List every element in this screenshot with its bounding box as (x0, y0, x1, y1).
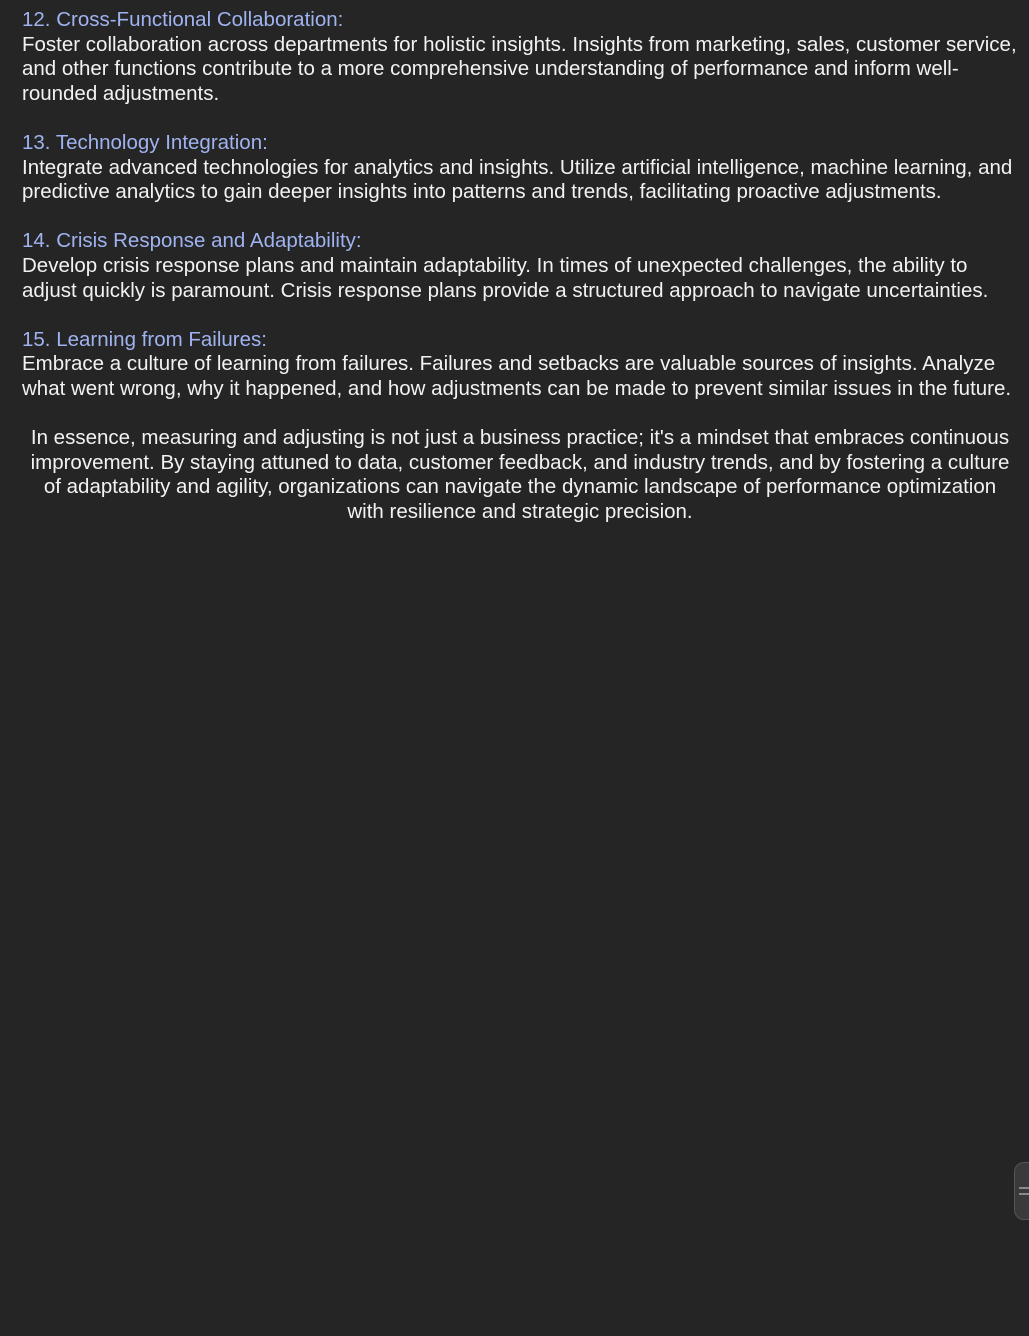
section-cross-functional-collaboration (22, 8, 1018, 106)
section-body: Develop crisis response plans and maintain adaptability. In times of unexpected challenges, the ability to adjust quickly is paramount. Crisis response plans provide a structured approach to navigate uncertainties. (22, 253, 989, 302)
section-technology-integration (22, 131, 1018, 205)
section-body: Integrate advanced technologies for analytics and insights. Utilize artificial intelligence, machine learning, and predictive analytics to gain deeper insights into patterns and trends, facilitating proactive adjustments. (22, 155, 1013, 204)
section-crisis-response (22, 229, 1018, 303)
section-title: 15. Learning from Failures: (22, 327, 267, 351)
section-title: 13. Technology Integration: (22, 130, 268, 154)
section-title: 14. Crisis Response and Adaptability: (22, 229, 362, 253)
section-learning-from-failures (22, 328, 1018, 402)
conclusion-paragraph: In essence, measuring and adjusting is not just a business practice; it's a mindset that embraces continuous improvement. By staying attuned to data, customer feedback, and industry trends, and by fostering a culture of adaptability and agility, organizations can navigate the dynamic landscape of performance optimization with resilience and strategic precision. (30, 426, 1010, 523)
document-content (22, 8, 1018, 524)
section-title: 12. Cross-Functional Collaboration: (22, 8, 344, 31)
grip-line (1019, 1187, 1029, 1189)
grip-line (1019, 1193, 1029, 1195)
section-body: Embrace a culture of learning from failures. Failures and setbacks are valuable sources of insights. Analyze what went wrong, why it happened, and how adjustments can be made to prevent similar issues in the future. (22, 352, 1012, 400)
section-body: Foster collaboration across departments for holistic insights. Insights from marketing, sales, customer service, and other functions contribute to a more comprehensive understanding of performance and inform well-rounded adjustments. (22, 32, 1017, 105)
drag-handle-icon[interactable] (1014, 1162, 1029, 1220)
